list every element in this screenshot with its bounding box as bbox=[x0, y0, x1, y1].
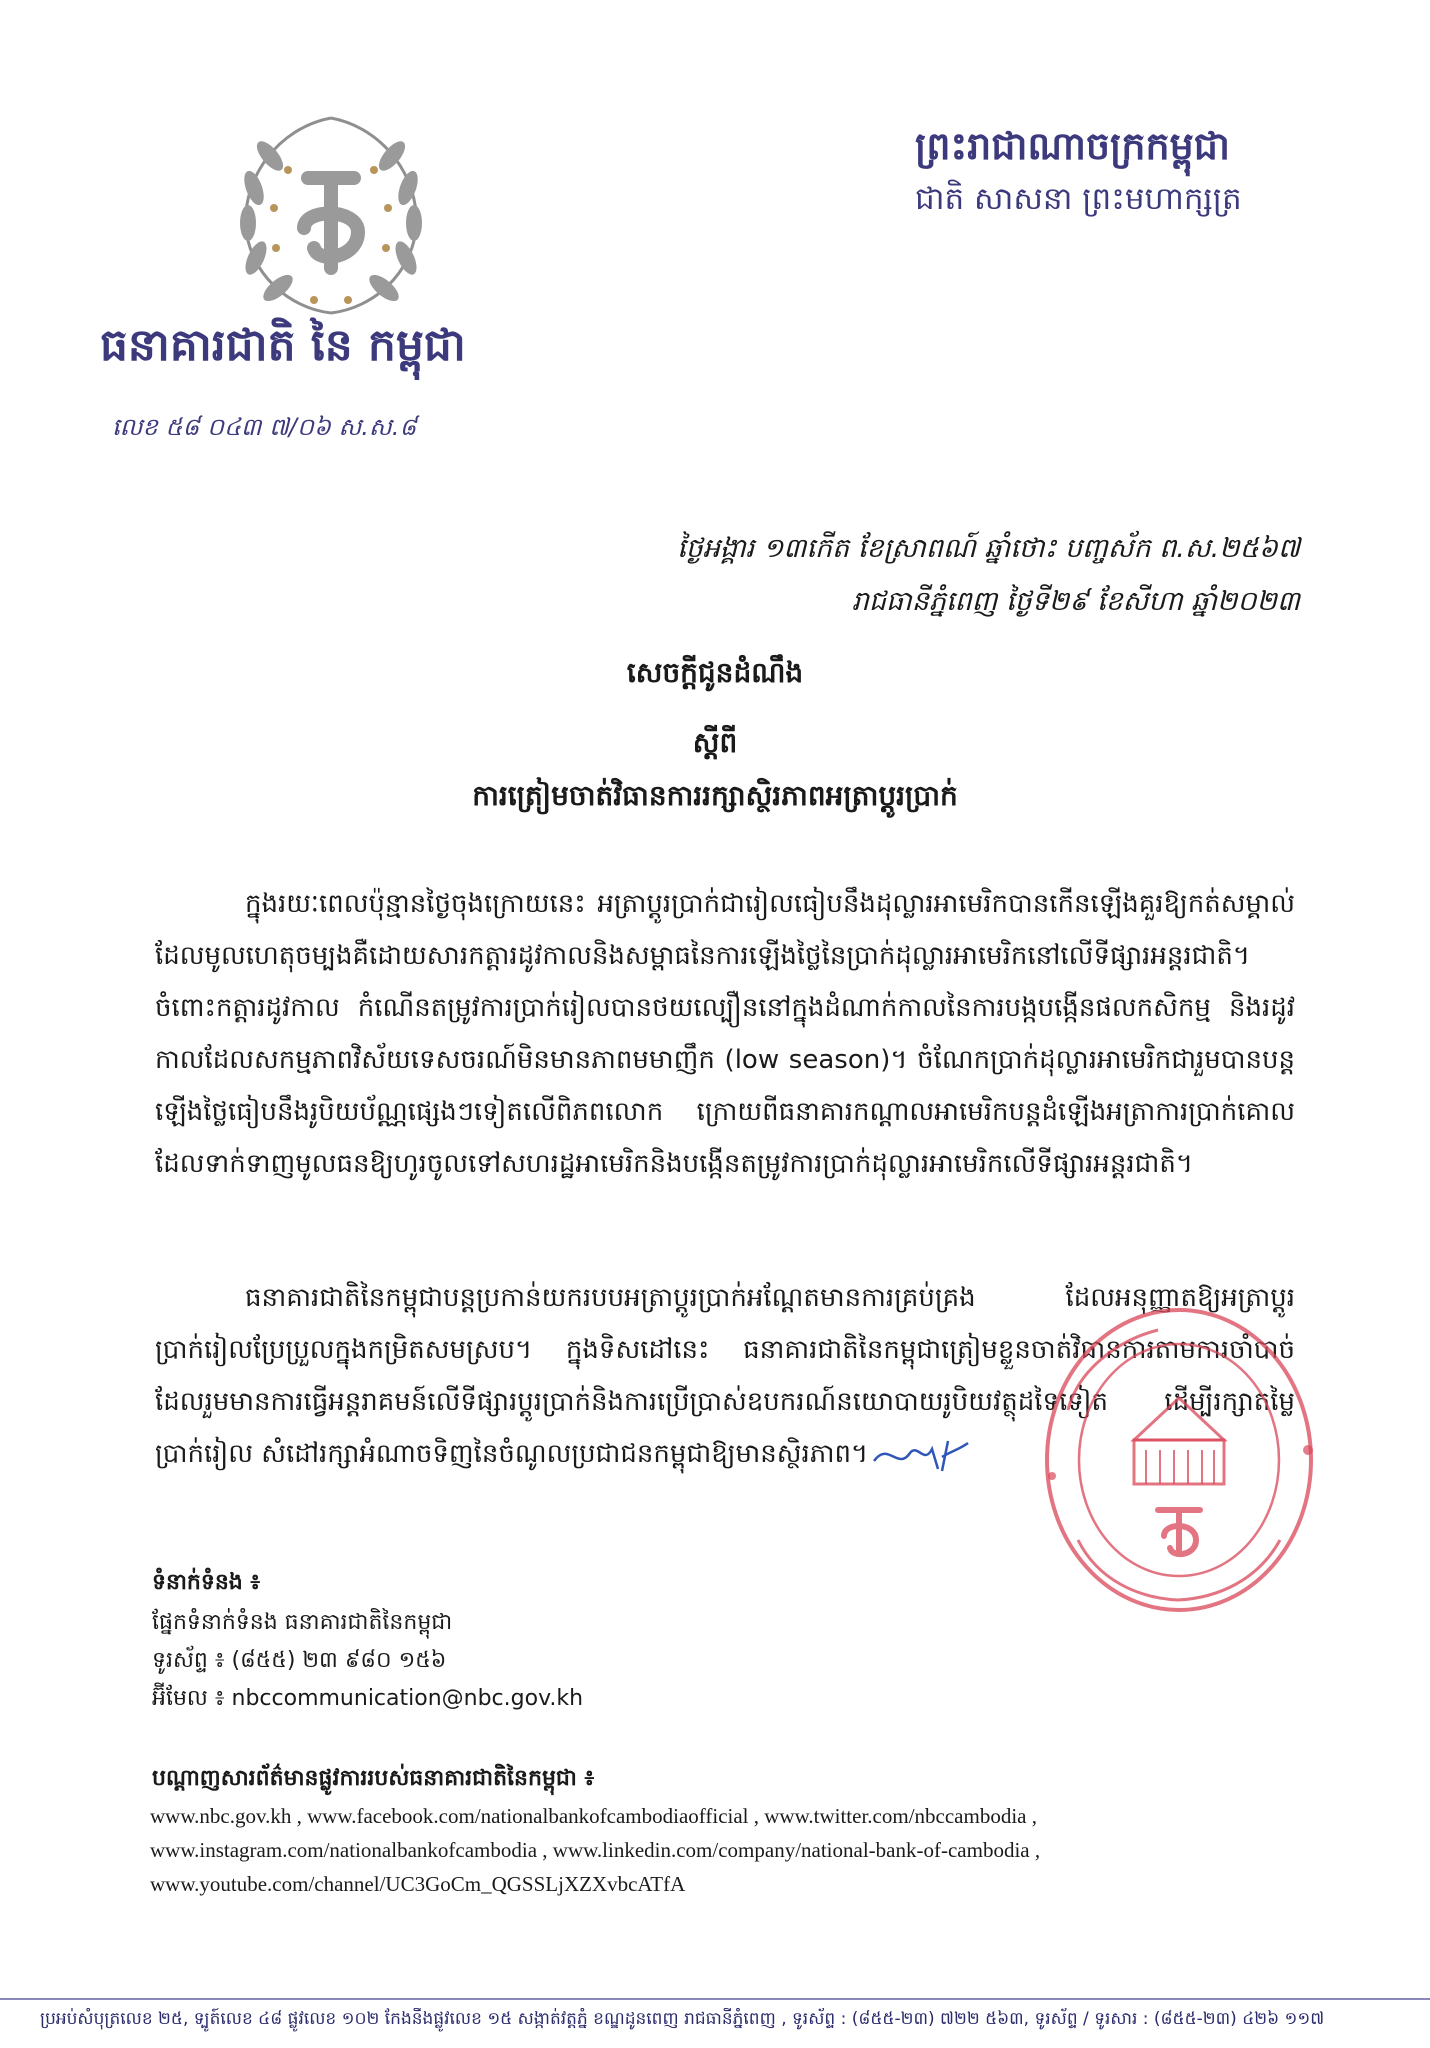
document-subject: ការត្រៀមចាត់វិធានការរក្សាស្ថិរភាពអត្រាប្ដូរប្រាក់ bbox=[472, 779, 958, 812]
official-links-line-2[interactable]: www.instagram.com/nationalbankofcambodia , www.linkedin.com/company/national-bank-of-cambodia , bbox=[150, 1838, 1041, 1862]
national-motto: ជាតិ សាសនា ព្រះមហាក្សត្រ bbox=[915, 181, 1242, 217]
document-about-label: ស្ដីពី bbox=[692, 726, 738, 759]
solar-date: រាជធានីភ្នំពេញ ថ្ងៃទី២៩ ខែសីហា ឆ្នាំ២០២៣ bbox=[851, 586, 1300, 617]
body-paragraph-1: ក្នុងរយៈពេលប៉ុន្មានថ្ងៃចុងក្រោយនេះ អត្រាប្ដូរប្រាក់ជារៀលធៀបនឹងដុល្លារអាមេរិកបានកើនឡើងគួរឱ្យកត់សម្គាល់ ដែលមូលហេតុចម្បងគឺដោយសារកត្តារដូវកាលនិងសម្ពាធនៃការឡើងថ្លៃនៃប្រាក់ដុល្លារអាមេរិកនៅលើទីផ្សារអន្តរជាតិ។ ចំពោះកត្តារដូវកាល កំណើនតម្រូវការប្រាក់រៀលបានថយល្បឿននៅក្នុងដំណាក់កាលនៃការបង្កបង្កើនផលកសិកម្ម និងរដូវកាលដែលសកម្មភាពវិស័យទេសចរណ៍មិនមានភាពមមាញឹក (low season)។ ចំណែកប្រាក់ដុល្លារអាមេរិកជារួមបានបន្តឡើងថ្លៃធៀបនឹងរូបិយប័ណ្ណផ្សេងៗទៀតលើពិភពលោក ក្រោយពីធនាគារកណ្ដាលអាមេរិកបន្តដំឡើងអត្រាការប្រាក់គោល ដែលទាក់ទាញមូលធនឱ្យហូរចូលទៅសហរដ្ឋអាមេរិកនិងបង្កើនតម្រូវការប្រាក់ដុល្លារអាមេរិកលើទីផ្សារអន្តរជាតិ។ bbox=[155, 889, 1295, 1179]
kingdom-title: ព្រះរាជាណាចក្រកម្ពុជា bbox=[915, 124, 1230, 168]
contact-phone: ទូរស័ព្ទ ៖ (៨៥៥) ២៣ ៩៨០ ១៥៦ bbox=[152, 1648, 447, 1673]
document-title: សេចក្ដីជូនដំណឹង bbox=[626, 656, 804, 689]
lunar-date: ថ្ងៃអង្គារ ១៣កើត ខែស្រាពណ៍ ឆ្នាំថោះ បញ្ចស័ក ព.ស.២៥៦៧ bbox=[677, 533, 1300, 564]
contact-heading: ទំនាក់ទំនង ៖ bbox=[152, 1570, 261, 1595]
contact-email: អ៊ីមែល ៖ nbccommunication@nbc.gov.kh bbox=[152, 1686, 584, 1711]
official-links-line-3[interactable]: www.youtube.com/channel/UC3GoCm_QGSSLjXZXvbcATfA bbox=[150, 1872, 686, 1896]
body-paragraph-1-block bbox=[155, 878, 1295, 1190]
footer-divider bbox=[0, 1998, 1430, 2000]
footer-address: ប្រអប់សំបុត្រលេខ ២៥, ទ្បូត៍លេខ ៤៨ ផ្លូវលេខ ១០២ កែងនឹងផ្លូវលេខ ១៥ សង្កាត់វត្តភ្នំ ខណ្ឌដូនពេញ រាជធានីភ្នំពេញ , ទូរស័ព្ទ : (៨៥៥-២៣) ៧២២ ៥៦៣, ទូរស័ព្ទ / ទូរសារ : (៨៥៥-២៣) ៤២៦ ១១៧ bbox=[40, 2009, 1325, 2029]
bank-name: ធនាគារជាតិ នៃ កម្ពុជា bbox=[100, 320, 466, 371]
contact-department: ផ្នែកទំនាក់ទំនង ធនាគារជាតិនៃកម្ពុជា bbox=[152, 1610, 453, 1635]
reference-number: លេខ ៥៨ ០៤៣ ៧/០៦ ស.ស.៨ bbox=[112, 413, 417, 441]
signature-initial-mark bbox=[868, 1435, 978, 1475]
official-links-line-1[interactable]: www.nbc.gov.kh , www.facebook.com/nationalbankofcambodiaofficial , www.twitter.com/nbccambodia , bbox=[150, 1804, 1037, 1828]
official-seal-stamp bbox=[1038, 1300, 1320, 1620]
official-channels-heading: បណ្ដាញសារព័ត៌មានផ្លូវការរបស់ធនាគារជាតិនៃកម្ពុជា ៖ bbox=[152, 1766, 595, 1791]
bank-emblem-logo bbox=[218, 108, 444, 322]
body-paragraph-2: ធនាគារជាតិនៃកម្ពុជាបន្តប្រកាន់យករបបអត្រាប្ដូរប្រាក់អណ្ដែតមានការគ្រប់គ្រង ដែលអនុញ្ញាតឱ្យអត្រាប្ដូរប្រាក់រៀលប្រែប្រួលក្នុងកម្រិតសមស្រប។ ក្នុងទិសដៅនេះ ធនាគារជាតិនៃកម្ពុជាត្រៀមខ្លួនចាត់វិធានការតាមការចាំបាច់ ដែលរួមមានការធ្វើអន្តរាគមន៍លើទីផ្សារប្ដូរប្រាក់និងការប្រើប្រាស់ឧបករណ៍នយោបាយរូបិយវត្ថុដទៃទៀត ដើម្បីរក្សាតម្លៃប្រាក់រៀល សំដៅរក្សាអំណាចទិញនៃចំណូលប្រជាជនកម្ពុជាឱ្យមានស្ថិរភាព។ bbox=[155, 1283, 1295, 1469]
